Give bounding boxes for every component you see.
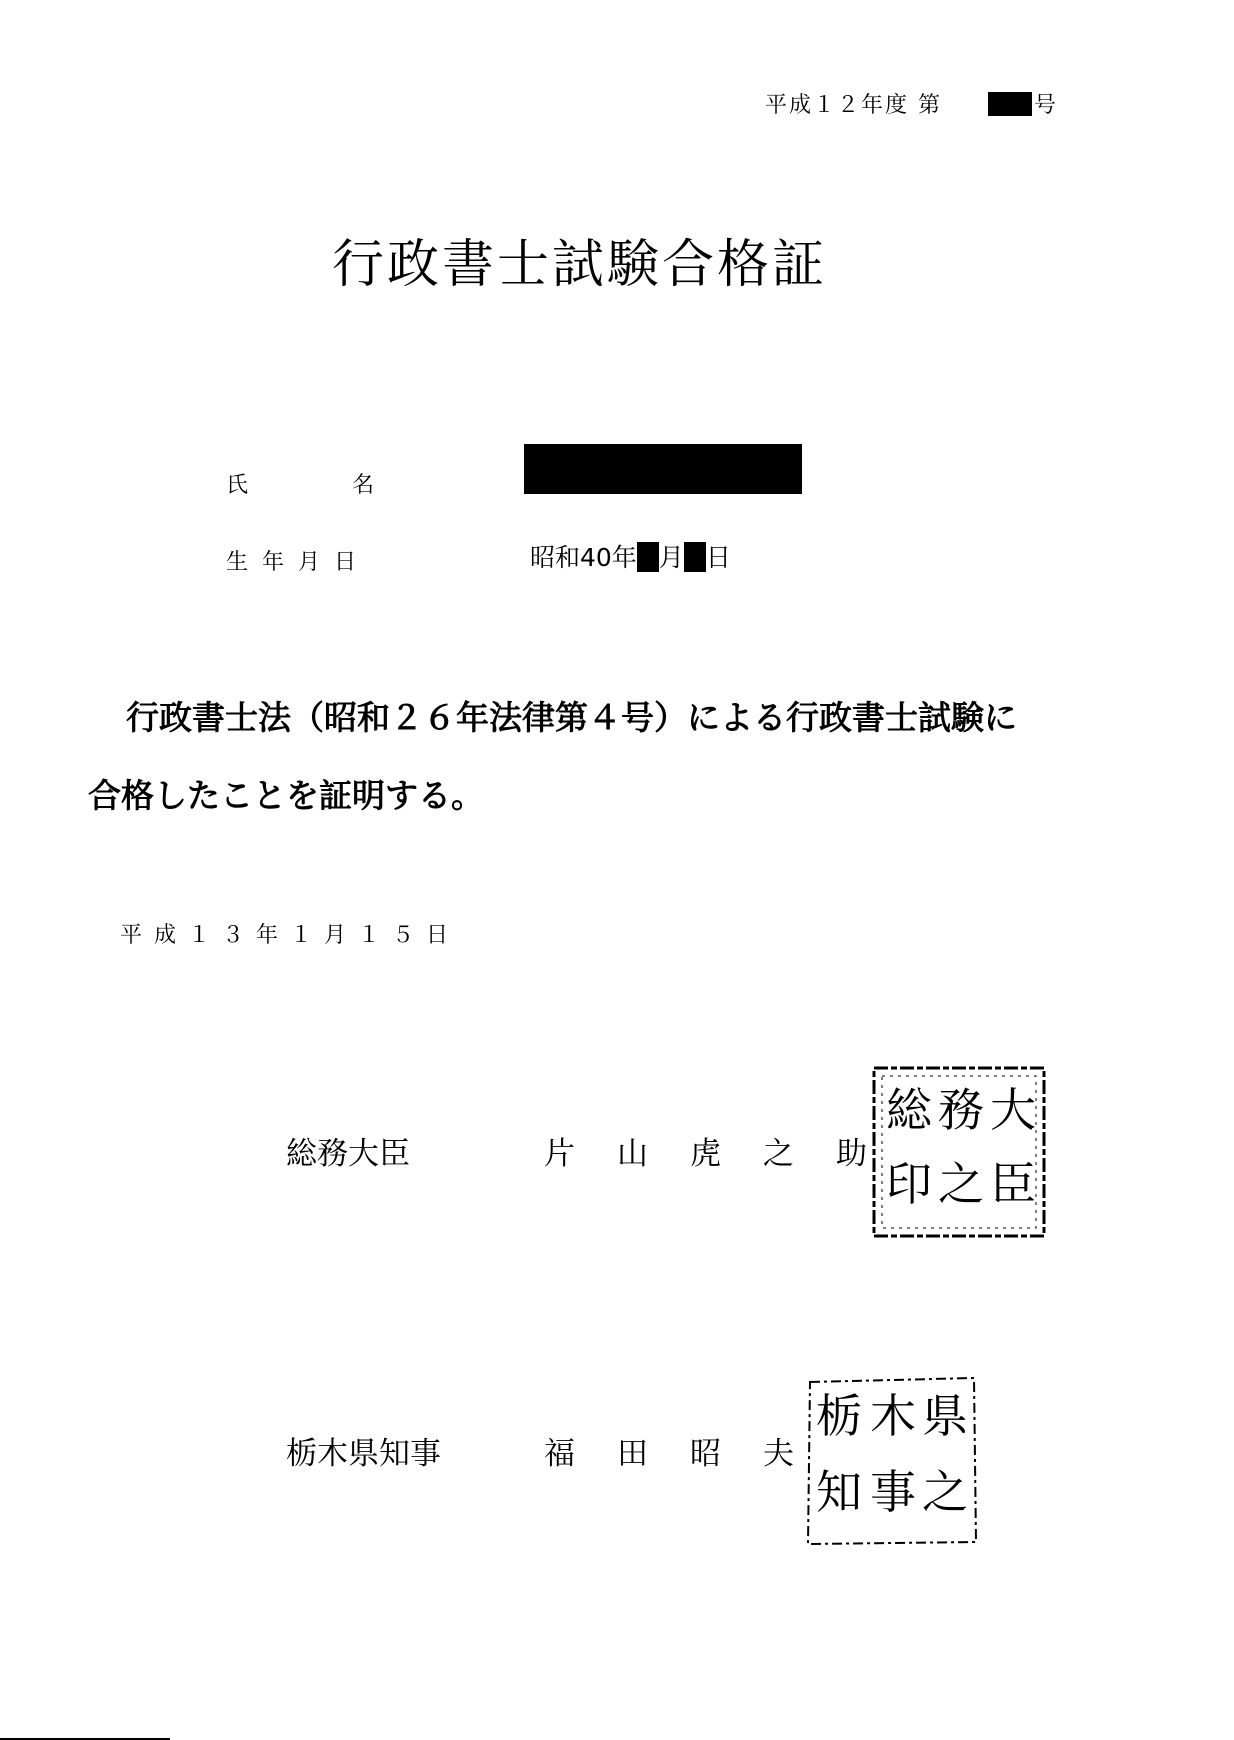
seal-char-5: 栃 <box>816 1389 862 1443</box>
certification-text-line-1: 行政書士法（昭和２６年法律第４号）による行政書士試験に <box>126 698 1017 737</box>
certificate-number <box>765 88 1058 119</box>
redacted-number <box>988 92 1032 116</box>
seal-char-2: 之 <box>922 1465 968 1519</box>
certification-text-line-2: 合格したことを証明する。 <box>88 776 484 815</box>
minister-seal-icon <box>868 1062 1050 1246</box>
dob-prefix: 昭和40年 <box>530 543 637 572</box>
seal-char-6: 印 <box>886 1157 932 1211</box>
seal-char-1: 大 <box>990 1083 1036 1137</box>
seal-char-1: 県 <box>922 1389 968 1443</box>
official-seal-icon <box>802 1372 982 1550</box>
certificate-number-suffix: 号 <box>1034 93 1059 118</box>
seal-char-6: 知 <box>816 1465 862 1519</box>
official-seal-icon <box>868 1062 1050 1242</box>
name-label-second: 名 <box>352 473 375 498</box>
seal-char-5: 総 <box>886 1083 932 1137</box>
redacted-month <box>637 542 659 572</box>
seal-char-4: 之 <box>938 1157 984 1211</box>
certificate-number-prefix: 平成１２年度 第 <box>765 93 942 118</box>
dob-day-suffix: 日 <box>705 543 731 572</box>
signatory-name-governor: 福田昭夫 <box>544 1436 836 1472</box>
seal-char-2: 臣 <box>990 1157 1036 1211</box>
dob-month-suffix: 月 <box>658 543 684 572</box>
signatory-name-minister: 片山虎之助 <box>544 1136 909 1172</box>
document-title: 行政書士試験合格証 <box>332 235 828 295</box>
dob-label: 生年月日 <box>226 550 371 575</box>
issue-date: 平成１３年１月１５日 <box>120 923 461 948</box>
signatory-role-minister: 総務大臣 <box>286 1136 410 1172</box>
signatory-role-governor: 栃木県知事 <box>286 1436 441 1472</box>
seal-char-3: 木 <box>870 1389 916 1443</box>
redacted-name <box>524 444 802 494</box>
seal-char-4: 事 <box>870 1465 916 1519</box>
dob-value <box>530 538 731 574</box>
redacted-day <box>684 542 706 572</box>
seal-char-3: 務 <box>938 1083 984 1137</box>
governor-seal-icon <box>802 1372 982 1554</box>
name-label-first: 氏 <box>226 473 249 498</box>
